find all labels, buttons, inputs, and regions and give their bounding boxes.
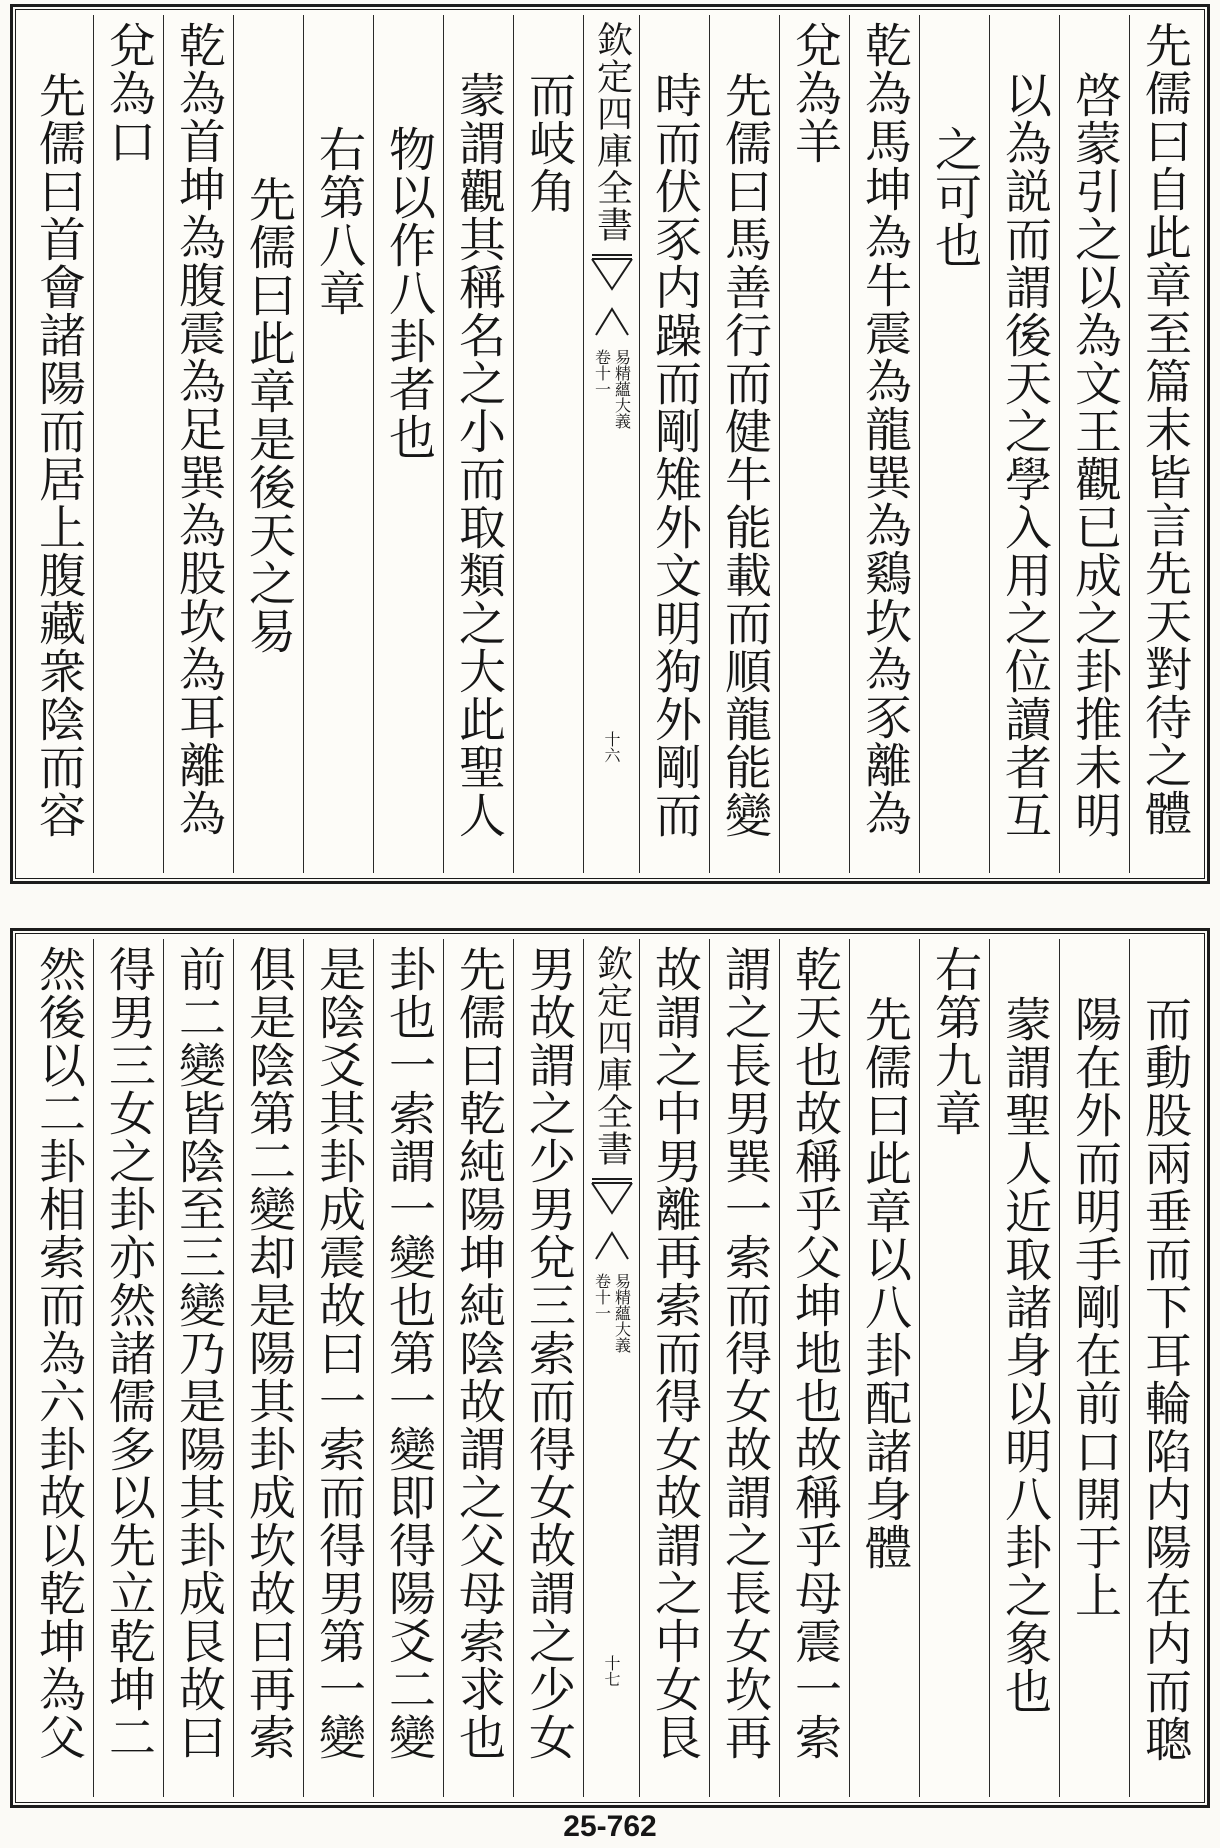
text-column: 之可也: [919, 15, 989, 873]
text-column: 兌為口: [93, 15, 163, 873]
text-column: 蒙謂觀其稱名之小而取類之大此聖人: [443, 15, 513, 873]
book-title-line: 卷十一: [592, 349, 612, 397]
page-number-footer: 25-762: [563, 1810, 657, 1843]
leaf-number: 十七: [602, 1655, 621, 1687]
text-column: 男故謂之少男兌三索而得女故謂之少女: [513, 939, 583, 1797]
text-column: 陽在外而明手剛在前口開于上: [1059, 939, 1129, 1797]
text-column: 先儒曰乾純陽坤純陰故謂之父母索求也: [443, 939, 513, 1797]
book-title: [593, 1273, 631, 1353]
text-column: 先儒曰馬善行而健牛能載而順龍能變: [709, 15, 779, 873]
text-column: 先儒曰首會諸陽而居上腹藏衆陰而容: [31, 71, 86, 839]
text-column: 乾天也故稱乎父坤地也故稱乎母震一索: [779, 939, 849, 1797]
text-column: 右第九章: [919, 939, 989, 1797]
text-column: 得男三女之卦亦然諸儒多以先立乾坤二: [93, 939, 163, 1797]
text-column: 兌為羊: [779, 15, 849, 873]
text-column: 右第八章: [303, 15, 373, 873]
text-column: 謂之長男巽一索而得女故謂之長女坎再: [709, 939, 779, 1797]
fish-tail-mark-icon: [590, 249, 634, 339]
text-column: 然後以二卦相索而為六卦故以乾坤為父: [31, 945, 86, 1761]
leaf-number: 十六: [602, 731, 621, 763]
library-title: 欽定四庫全書: [591, 21, 633, 243]
text-column: 啓蒙引之以為文王觀已成之卦推未明: [1059, 15, 1129, 873]
fold-centre-margin: [583, 15, 639, 873]
text-column: 先儒曰此章是後天之易: [233, 15, 303, 873]
book-title-line: 易精蘊大義: [612, 349, 632, 429]
fish-tail-mark-icon: [590, 1173, 634, 1263]
text-column: 物以作八卦者也: [373, 15, 443, 873]
text-column: 以為説而謂後天之學入用之位讀者互: [989, 15, 1059, 873]
text-column: 乾為首坤為腹震為足巽為股坎為耳離為: [163, 15, 233, 873]
text-column: 卦也一索謂一變也第一變即得陽爻二變: [373, 939, 443, 1797]
lower-page-columns: [21, 939, 1199, 1797]
text-column: 而動股兩垂而下耳輪陷内陽在内而聰: [1129, 939, 1199, 1797]
upper-page-columns: [21, 15, 1199, 873]
fold-centre-margin: [583, 939, 639, 1797]
text-column: 乾為馬坤為牛震為龍巽為鷄坎為豕離為: [849, 15, 919, 873]
text-column: 是陰爻其卦成震故曰一索而得男第一變: [303, 939, 373, 1797]
book-title-line: 卷十一: [592, 1273, 612, 1321]
book-title-line: 易精蘊大義: [612, 1273, 632, 1353]
text-column: 先儒曰此章以八卦配諸身體: [849, 939, 919, 1797]
book-title: [593, 349, 631, 429]
library-title: 欽定四庫全書: [591, 945, 633, 1167]
upper-page: [10, 4, 1210, 884]
text-column: 前二變皆陰至三變乃是陽其卦成艮故曰: [163, 939, 233, 1797]
text-column: 先儒曰自此章至篇末皆言先天對待之體: [1129, 15, 1199, 873]
text-column: 而岐角: [513, 15, 583, 873]
text-column: 故謂之中男離再索而得女故謂之中女艮: [639, 939, 709, 1797]
lower-page: [10, 928, 1210, 1808]
text-column: 俱是陰第二變却是陽其卦成坎故曰再索: [233, 939, 303, 1797]
text-column: 蒙謂聖人近取諸身以明八卦之象也: [989, 939, 1059, 1797]
text-column: 時而伏豕内躁而剛雉外文明狗外剛而: [639, 15, 709, 873]
